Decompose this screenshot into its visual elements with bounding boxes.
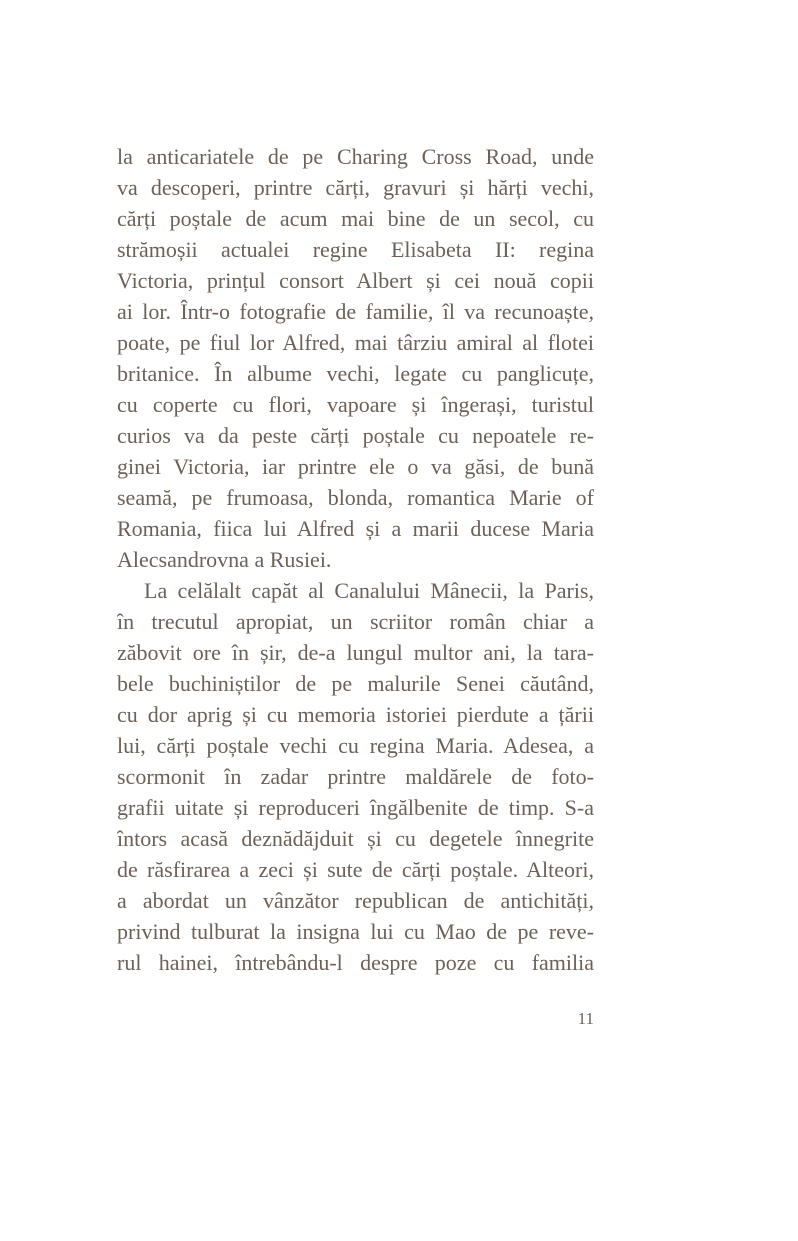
text-line: Romania, fiica lui Alfred și a marii ducese Maria <box>117 516 594 541</box>
text-line: rul hainei, întrebându-l despre poze cu familia <box>117 950 594 975</box>
text-line: cu dor aprig și cu memoria istoriei pierdute a țării <box>117 702 594 727</box>
text-line: scormonit în zadar printre maldărele de foto- <box>117 764 594 789</box>
text-line: grafii uitate și reproduceri îngălbenite de timp. S-a <box>117 795 594 820</box>
text-line: Alecsandrovna a Rusiei. <box>117 547 332 572</box>
text-line: zăbovit ore în șir, de-a lungul multor ani, la tara- <box>117 640 594 665</box>
text-line: cu coperte cu flori, vapoare și îngerași, turistul <box>117 392 594 417</box>
text-line: de răsfirarea a zeci și sute de cărți poștale. Alteori, <box>117 857 594 882</box>
text-line: seamă, pe frumoasa, blonda, romantica Marie of <box>117 485 594 510</box>
text-line: în trecutul apropiat, un scriitor român chiar a <box>117 609 594 634</box>
text-line: cărți poștale de acum mai bine de un secol, cu <box>117 206 594 231</box>
text-line: La celălalt capăt al Canalului Mânecii, la Paris, <box>144 578 594 603</box>
text-line: lui, cărți poștale vechi cu regina Maria. Adesea, a <box>117 733 594 758</box>
text-line: bele buchiniștilor de pe malurile Senei căutând, <box>117 671 594 696</box>
paragraph <box>117 141 594 575</box>
text-line: strămoșii actualei regine Elisabeta II: regina <box>117 237 594 262</box>
text-line: la anticariatele de pe Charing Cross Road, unde <box>117 144 594 169</box>
text-line: va descoperi, printre cărți, gravuri și hărți vechi, <box>117 175 594 200</box>
text-line: ai lor. Într-o fotografie de familie, îl va recunoaște, <box>117 299 594 324</box>
text-line: întors acasă deznădăjduit și cu degetele înnegrite <box>117 826 594 851</box>
text-line: curios va da peste cărți poștale cu nepoatele re- <box>117 423 594 448</box>
paragraph <box>117 575 594 978</box>
text-line: Victoria, prințul consort Albert și cei nouă copii <box>117 268 594 293</box>
page-number: 11 <box>577 1009 594 1028</box>
text-line: a abordat un vânzător republican de antichități, <box>117 888 594 913</box>
text-line: britanice. În albume vechi, legate cu panglicuțe, <box>117 361 594 386</box>
text-line: ginei Victoria, iar printre ele o va găsi, de bună <box>117 454 594 479</box>
text-line: poate, pe fiul lor Alfred, mai târziu amiral al flotei <box>117 330 594 355</box>
body-text <box>117 141 594 978</box>
text-line: privind tulburat la insigna lui cu Mao de pe reve- <box>117 919 594 944</box>
